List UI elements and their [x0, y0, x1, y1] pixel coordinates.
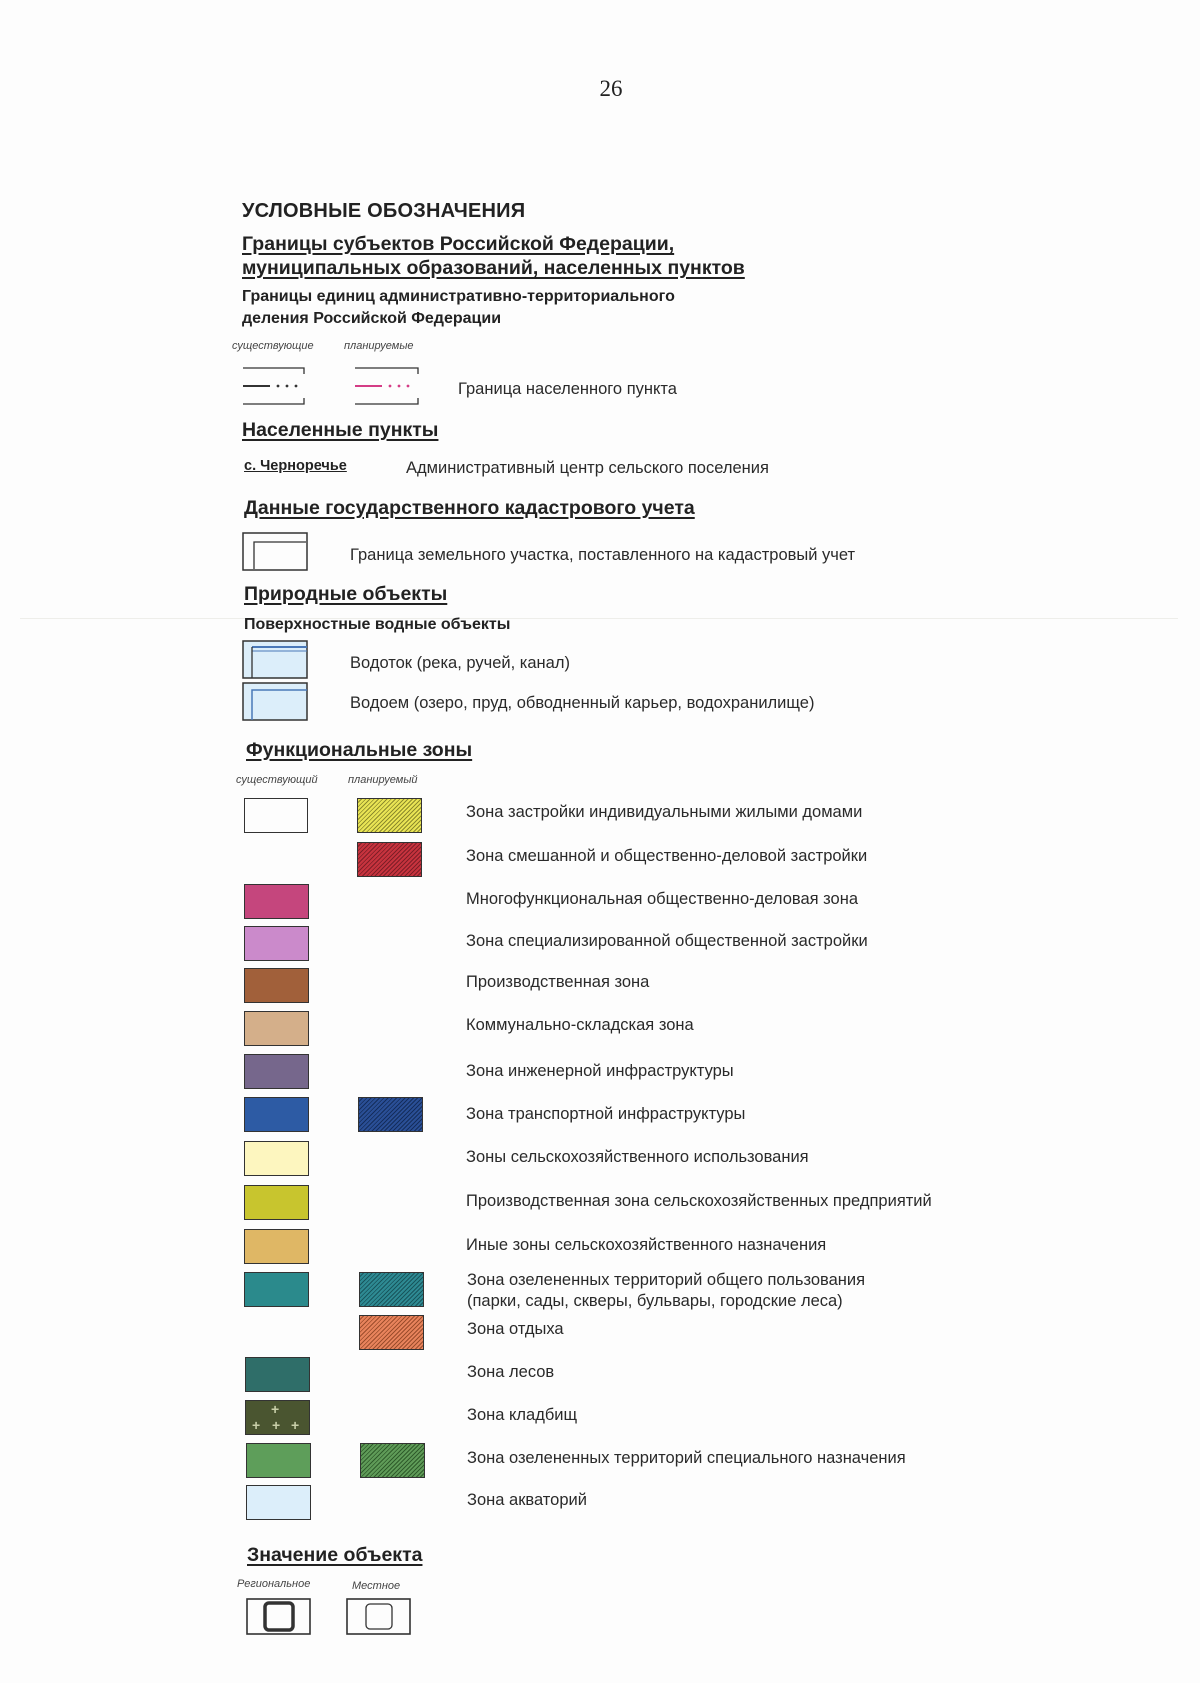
zone-engineering-infrastructure-existing-swatch: [244, 1054, 309, 1089]
zones-planned-caption: планируемый: [348, 774, 418, 786]
boundaries-planned-caption: планируемые: [344, 340, 414, 352]
land-parcel-label: Граница земельного участка, поставленного на кадастровый учет: [350, 546, 856, 564]
zones-existing-caption: существующий: [236, 774, 318, 786]
zone-multifunctional-existing-swatch: [244, 884, 309, 919]
zone-agricultural-enterprises-label: Производственная зона сельскохозяйственных предприятий: [466, 1192, 932, 1210]
cross-icon: +: [271, 1401, 280, 1417]
zone-recreation-label: Зона отдыха: [467, 1320, 564, 1338]
zone-forests-label: Зона лесов: [467, 1363, 555, 1381]
local-significance-icon: [346, 1598, 412, 1636]
nature-subheading: Поверхностные водные объекты: [244, 616, 511, 633]
page-number: 26: [599, 76, 623, 101]
nature-heading: Природные объекты: [244, 583, 448, 605]
boundaries-heading-line1: Границы субъектов Российской Федерации,: [242, 233, 675, 255]
settlement-sample-label: Административный центр сельского поселения: [406, 459, 769, 477]
significance-heading: Значение объекта: [247, 1544, 423, 1566]
significance-local-caption: Местное: [352, 1580, 401, 1592]
cross-icon: +: [291, 1417, 300, 1433]
zone-special-green-label: Зона озелененных территорий специального назначения: [467, 1449, 906, 1467]
zone-engineering-infrastructure-label: Зона инженерной инфраструктуры: [466, 1062, 734, 1080]
settlement-sample-name: с. Черноречье: [244, 458, 347, 474]
zone-public-green-existing-swatch: [244, 1272, 309, 1307]
zone-individual-housing-label: Зона застройки индивидуальными жилыми домами: [466, 803, 863, 821]
cadastre-heading: Данные государственного кадастрового учета: [244, 497, 695, 519]
regional-significance-icon: [246, 1598, 312, 1636]
zone-special-green-planned-swatch: [360, 1443, 425, 1478]
zone-recreation-planned-swatch: [359, 1315, 424, 1350]
zone-industrial-label: Производственная зона: [466, 973, 650, 991]
zone-public-green-label-line1: Зона озелененных территорий общего пользования: [467, 1271, 866, 1289]
watercourse-icon: [242, 640, 310, 680]
boundaries-sub-line2: деления Российской Федерации: [242, 310, 502, 327]
zones-heading: Функциональные зоны: [246, 739, 473, 761]
zone-communal-storage-label: Коммунально-складская зона: [466, 1016, 694, 1034]
boundaries-heading-line2: муниципальных образований, населенных пунктов: [242, 257, 745, 279]
cross-icon: +: [252, 1417, 261, 1433]
zone-other-agricultural-label: Иные зоны сельскохозяйственного назначения: [466, 1236, 827, 1254]
zone-mixed-business-label: Зона смешанной и общественно-деловой застройки: [466, 847, 868, 865]
zone-cemeteries-label: Зона кладбищ: [467, 1406, 578, 1424]
zone-agricultural-use-existing-swatch: [244, 1141, 309, 1176]
boundaries-existing-caption: существующие: [232, 340, 314, 352]
zone-forests-existing-swatch: [245, 1357, 310, 1392]
zone-transport-infrastructure-label: Зона транспортной инфраструктуры: [466, 1105, 746, 1123]
zone-agricultural-enterprises-existing-swatch: [244, 1185, 309, 1220]
zone-communal-storage-existing-swatch: [244, 1011, 309, 1046]
settlements-heading: Населенные пункты: [242, 419, 439, 441]
zone-other-agricultural-existing-swatch: [244, 1229, 309, 1264]
zone-individual-housing-existing-swatch: [244, 798, 308, 833]
land-parcel-boundary-icon: [242, 532, 310, 572]
legend-title: УСЛОВНЫЕ ОБОЗНАЧЕНИЯ: [242, 200, 526, 222]
significance-regional-caption: Региональное: [237, 1578, 311, 1590]
zone-specialized-public-existing-swatch: [244, 926, 309, 961]
cross-icon: +: [272, 1417, 281, 1433]
zone-water-area-existing-swatch: [246, 1485, 311, 1520]
zone-special-green-existing-swatch: [246, 1443, 311, 1478]
settlement-boundary-label: Граница населенного пункта: [458, 380, 677, 398]
zone-agricultural-use-label: Зоны сельскохозяйственного использования: [466, 1148, 809, 1166]
zone-public-green-planned-swatch: [359, 1272, 424, 1307]
zone-public-green-label-line2: (парки, сады, скверы, бульвары, городские леса): [467, 1292, 843, 1310]
zone-individual-housing-planned-swatch: [357, 798, 422, 833]
waterbody-icon: [242, 682, 310, 722]
boundaries-sub-line1: Границы единиц административно-территориального: [242, 288, 675, 305]
scan-crease-line: [20, 618, 1178, 619]
zone-transport-infrastructure-existing-swatch: [244, 1097, 309, 1132]
waterbody-label: Водоем (озеро, пруд, обводненный карьер, водохранилище): [350, 694, 815, 712]
zone-water-area-label: Зона акваторий: [467, 1491, 587, 1509]
zone-mixed-business-planned-swatch: [357, 842, 422, 877]
settlement-boundary-planned-icon: [354, 366, 422, 406]
watercourse-label: Водоток (река, ручей, канал): [350, 654, 570, 672]
settlement-boundary-existing-icon: [242, 366, 310, 406]
zone-transport-infrastructure-planned-swatch: [358, 1097, 423, 1132]
zone-multifunctional-label: Многофункциональная общественно-деловая зона: [466, 890, 859, 908]
zone-specialized-public-label: Зона специализированной общественной застройки: [466, 932, 868, 950]
zone-cemeteries-existing-swatch: [245, 1400, 310, 1435]
zone-industrial-existing-swatch: [244, 968, 309, 1003]
